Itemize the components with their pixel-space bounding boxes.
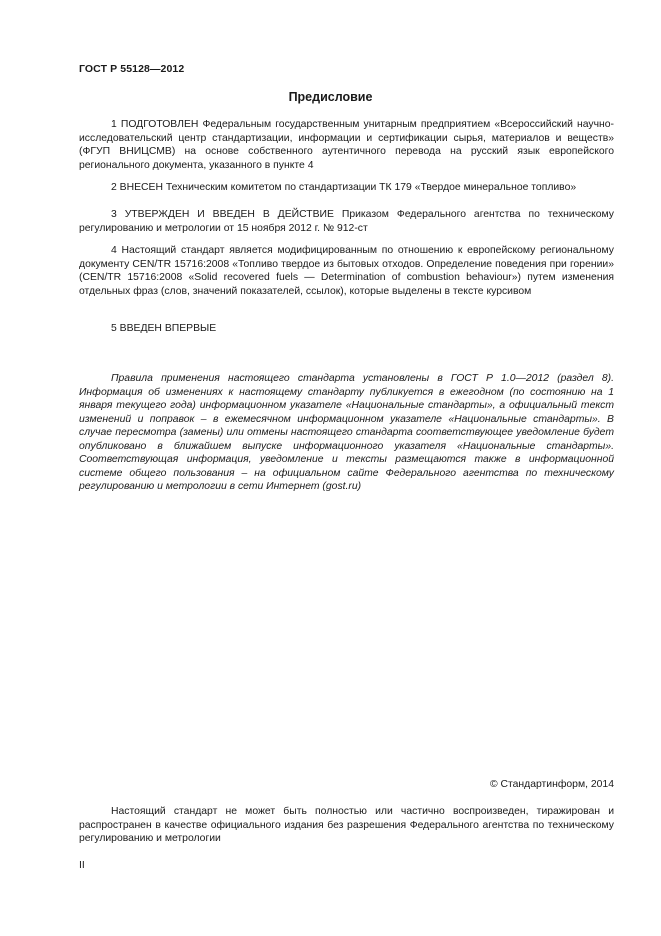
page-title: Предисловие <box>288 90 373 104</box>
paragraph-prepared: 1 ПОДГОТОВЛЕН Федеральным государственным унитарным предприятием «Всероссийский научно-исследовательский центр стандартизации, информации и сертификации сырья, материалов и веществ» (ФГУП ВНИЦСМВ) на основе собственного аутентичного перевода на русский язык европейского регионального документа, указанного в пункте 4 <box>79 119 614 171</box>
paragraph-first-introduced: 5 ВВЕДЕН ВПЕРВЫЕ <box>111 323 217 334</box>
paragraph-introduced: 2 ВНЕСЕН Техническим комитетом по стандартизации ТК 179 «Твердое минеральное топливо» <box>111 182 577 193</box>
page-number: II <box>79 860 85 871</box>
paragraph-approved: 3 УТВЕРЖДЕН И ВВЕДЕН В ДЕЙСТВИЕ Приказом Федерального агентства по техническому регулированию и метрологии от 15 ноября 2012 г. № 912-ст <box>79 209 614 234</box>
copyright-line: © Стандартинформ, 2014 <box>489 779 614 790</box>
reproduction-notice: Настоящий стандарт не может быть полностью или частично воспроизведен, тиражирован и распространен в качестве официального издания без разрешения Федерального агентства по техническому регулированию и метрологии <box>79 806 614 844</box>
document-id: ГОСТ Р 55128—2012 <box>79 63 185 75</box>
application-rules-note: Правила применения настоящего стандарта установлены в ГОСТ Р 1.0—2012 (раздел 8). Информация об изменениях к настоящему стандарту публикуется в ежегодном (по состоянию на 1 января текущего года) информационном указателе «Национальные стандарты», а официальный текст изменений и поправок – в ежемесячном информационном указателе «Национальные стандарты». В случае пересмотра (замены) или отмены настоящего стандарта соответствующее уведомление будет опубликовано в ближайшем выпуске информационного указателя «Национальные стандарты». Соответствующая информация, уведомление и тексты размещаются также в информационной системе общего пользования – на официальном сайте Федерального агентства по техническому регулированию и метрологии в сети Интернет (gost.ru) <box>79 373 614 492</box>
paragraph-modified: 4 Настоящий стандарт является модифицированным по отношению к европейскому региональному документу CEN/TR 15716:2008 «Топливо твердое из бытовых отходов. Определение поведения при горении» (CEN/TR 15716:2008 «Solid recovered fuels — Determination of combustion behaviour») путем изменения отдельных фраз (слов, значений показателей, ссылок), которые выделены в тексте курсивом <box>79 245 614 297</box>
